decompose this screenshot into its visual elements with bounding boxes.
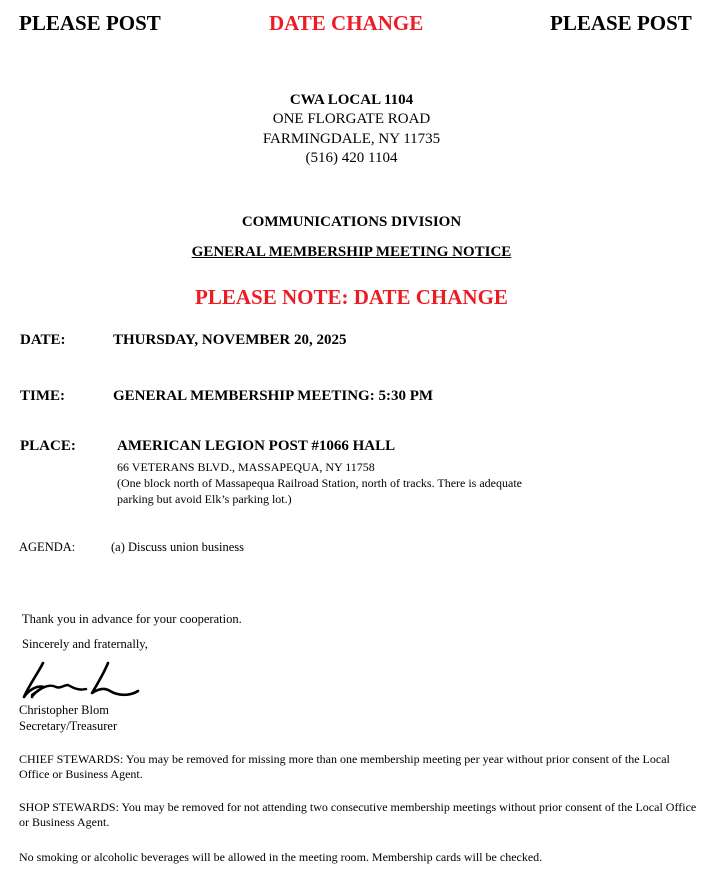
date-label: DATE: xyxy=(20,332,66,348)
chief-stewards-note: CHIEF STEWARDS: You may be removed for missing more than one membership meeting per year without prior consent of the Local Office or Business Agent. xyxy=(19,752,670,781)
signature-image xyxy=(16,655,146,703)
place-note-line2: parking but avoid Elk’s parking lot.) xyxy=(117,492,292,506)
time-label: TIME: xyxy=(20,388,65,404)
notice-title: GENERAL MEMBERSHIP MEETING NOTICE xyxy=(191,244,512,260)
agenda-label: AGENDA: xyxy=(19,540,76,554)
org-address-line2: FARMINGDALE, NY 11735 xyxy=(262,131,441,147)
division-heading: COMMUNICATIONS DIVISION xyxy=(241,214,462,230)
place-note-line1: (One block north of Massapequa Railroad Station, north of tracks. There is adequate xyxy=(117,476,522,490)
date-change-notice: PLEASE NOTE: DATE CHANGE xyxy=(195,285,508,309)
place-name: AMERICAN LEGION POST #1066 HALL xyxy=(117,438,396,454)
org-name: CWA LOCAL 1104 xyxy=(289,92,414,108)
time-value: GENERAL MEMBERSHIP MEETING: 5:30 PM xyxy=(113,388,434,404)
banner-date-change: DATE CHANGE xyxy=(269,11,424,35)
place-address: 66 VETERANS BLVD., MASSAPEQUA, NY 11758 xyxy=(117,460,375,474)
banner-please-post-left: PLEASE POST xyxy=(19,11,161,35)
place-label: PLACE: xyxy=(20,438,76,454)
org-address-line1: ONE FLORGATE ROAD xyxy=(272,111,431,127)
thanks-line: Thank you in advance for your cooperation. xyxy=(22,612,242,626)
agenda-item: (a) Discuss union business xyxy=(111,540,244,554)
banner-please-post-right: PLEASE POST xyxy=(550,11,692,35)
meeting-rules-note: No smoking or alcoholic beverages will be allowed in the meeting room. Membership cards will be checked. xyxy=(19,850,543,864)
signer-name: Christopher Blom xyxy=(19,703,109,717)
org-phone: (516) 420 1104 xyxy=(305,150,398,166)
shop-stewards-note: SHOP STEWARDS: You may be removed for not attending two consecutive membership meetings without prior consent of the Local Office or Business Agent. xyxy=(19,800,697,829)
signer-title: Secretary/Treasurer xyxy=(19,719,118,733)
salutation: Sincerely and fraternally, xyxy=(22,637,148,651)
date-value: THURSDAY, NOVEMBER 20, 2025 xyxy=(113,332,347,348)
